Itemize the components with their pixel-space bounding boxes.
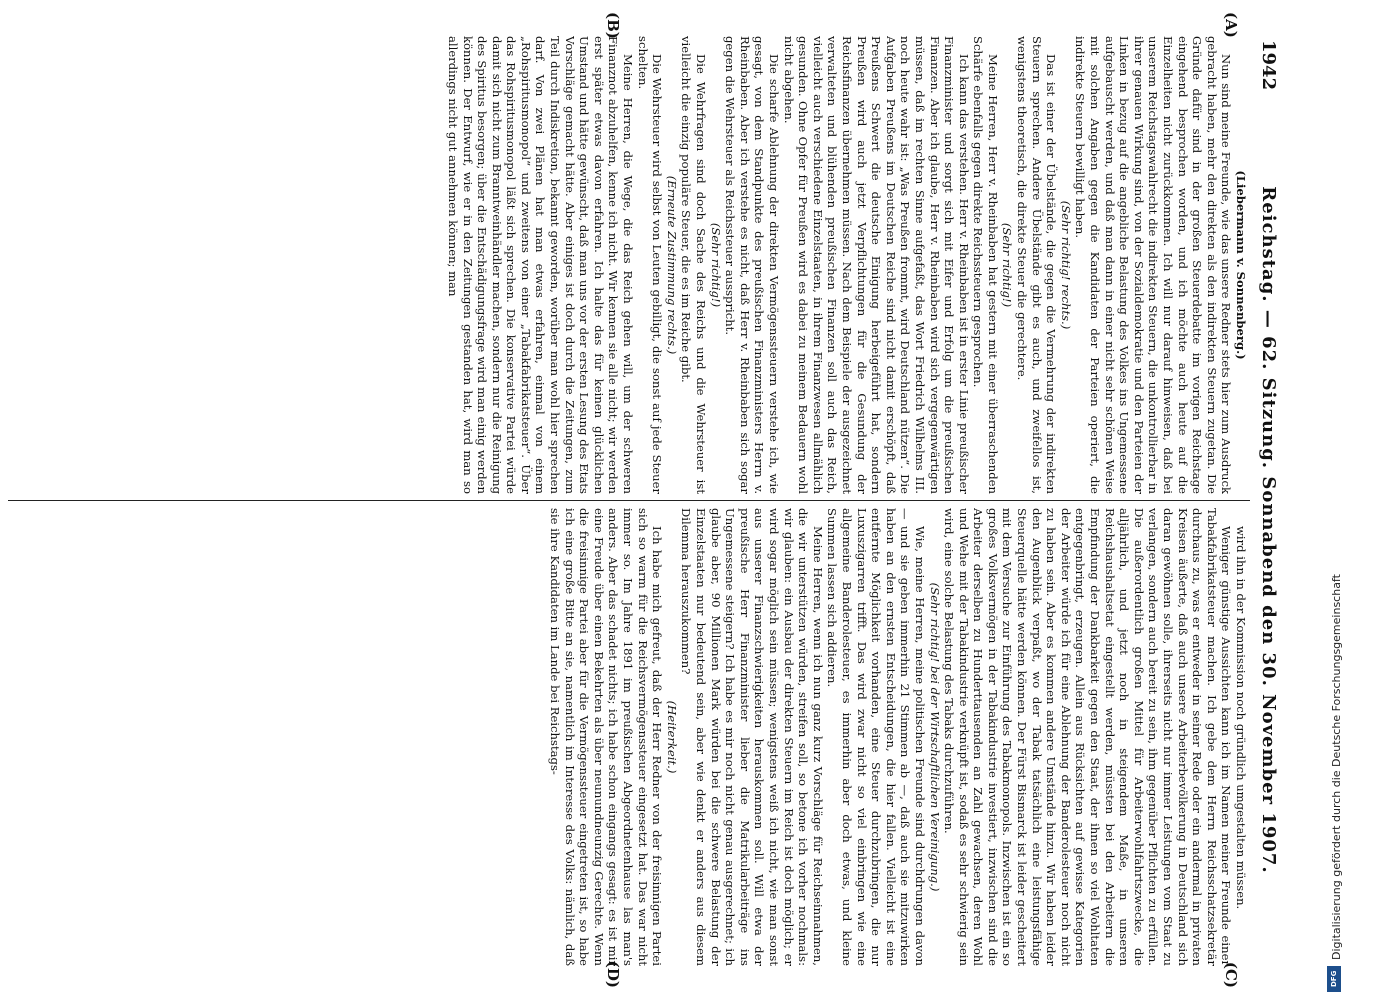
section-marker-a: (A) — [1222, 12, 1240, 38]
interjection: (Heiterkeit.) — [664, 700, 679, 774]
paragraph: Meine Herren, Herr v. Rheinbaben hat gestern mit einer überraschenden Schärfe ebenfalls gegen direkte Reichssteuern gesprochen. — [971, 36, 1000, 494]
interjection: (Sehr richtig! rechts.) — [1058, 200, 1073, 330]
left-column — [8, 36, 1248, 494]
column-divider — [8, 500, 1250, 501]
paragraph: Wie, meine Herren, meine politischen Freunde sind durchdrungen davon — und sie geben immerhin 21 Stimmen ab —, daß auch sie mitzuwirken haben an den ernsten Entscheidungen, die hier fallen. Vielleicht ist eine entfernte Möglichkeit vorhanden, eine Steuer durchzubringen, die nur Luxuszigarren trifft. Das wird zwar nicht so viel einbringen wie eine allgemeine Banderolesteuer, es immerhin aber doch etwas, und kleine Summen lassen sich addieren. — [825, 508, 927, 966]
running-head: Reichstag. — 62. Sitzung. Sonnabend den 30. November 1907. — [1258, 186, 1280, 874]
speaker-name: (Liebermann v. Sonnenberg.) — [1234, 170, 1248, 360]
section-marker-d: (D) — [604, 960, 622, 988]
paragraph: Weniger günstige Aussichten kann ich im Namen meiner Freunde einer Tabakfabrikatsteuer machen. Ich gebe dem Herrn Reichsschatzsekretär durchaus zu, was er entweder in seiner Rede oder ein andermal in privaten Kreisen äußerte, daß auch unsere Arbeiterbevölkerung in Deutschland sich daran gewöhnen solle, ihrerseits nicht nur immer Leistungen vom Staat zu verlangen, sondern auch bereit zu sein, ihm gegenüber Pflichten zu erfüllen. Die außerordentlich großen Mittel für Arbeiterwohlfahrtszwecke, die alljährlich, und jetzt noch in steigendem Maße, in unseren Reichshaushaltsetat eingestellt werden, müssten bei den Arbeitern die Empfindung der Dankbarkeit gegen den Staat, der ihnen so viel Wohltaten entgegenbringt, erzeugen. Allein aus Rücksichten auf gewisse Kategorien der Arbeiter würde ich für eine Ablehnung der Banderolesteuer noch nicht zu haben sein. Aber es kommen andere Umstände hinzu. Wir haben leider den Augenblick verpaßt, wo der Tabak tatsächlich eine leistungsfähige Steuerquelle hätte werden können. Der Fürst Bismarck ist leider gescheitert mit dem Versuche zur Einführung des Tabakmonopols. Inzwischen ist ein so großes Volksvermögen in der Tabakindustrie investiert, inzwischen sind die Arbeiter derselben zu Hunderttausenden an Zahl gewachsen, deren Wohl und Wehe mit der Tabakindustrie verknüpft ist, sodaß es sehr schwierig sein wird, eine solche Belastung des Tabaks durchzuführen. — [942, 508, 1234, 966]
right-column — [8, 508, 1248, 966]
interjection: (Sehr richtig!) — [708, 222, 723, 308]
paragraph: Meine Herren, wenn ich nun ganz kurz Vorschläge für Reichseinnahmen, die wir unterstützen würden, streifen soll, so betone ich vorher nochmals: wir glauben: ein Ausbau der direkten Steuern im Reich ist doch möglich; er wird sogar möglich sein müssen; wenigstens weiß ich nicht, wie man sonst aus unserer Finanzschwierigkeiten herauskommen soll. Will etwa der preußische Herr Finanzminister lieber die Matrikularbeiträge ins Ungemessene steigern? Ich habe es mir noch nicht genau ausgerechnet; ich glaube aber, 90 Millionen Mark würden bei die schwere Belastung der Einzelstaaten nur bedeutend sein, aber wie denkt er anders aus diesem Dilemma herauszukommen? — [679, 508, 825, 966]
page-header — [1256, 40, 1282, 960]
paragraph: Die Wehrfragen sind doch Sache des Reichs und die Wehrsteuer ist vielleicht die einzig populäre Steuer, die es im Reiche gibt. — [679, 36, 709, 494]
funding-credit: Digitalisierung gefördert durch die Deutsche Forschungsgemeinschaft — [1330, 574, 1343, 960]
section-marker-b: (B) — [604, 12, 622, 39]
interjection: (Sehr richtig! bei der Wirtschaftlichen Vereinigung.) — [927, 582, 942, 892]
paragraph: Meine Herren, die Wege, die das Reich gehen will, um der schweren Finanznot abzuhelfen, kenne ich nicht. Wir kennen sie alle nicht; wir werden erst später etwas davon erfahren. Ich halte das für keinen glücklichen Umstand und hätte gewünscht, daß man uns vor der ersten Lesung des Etats Vorschläge gemacht hätte. Aber einiges ist doch durch die Zeitungen, zum Teil durch Indiskretion, bekannt geworden, worüber man wohl hier sprechen darf. Von zwei Plänen hat man etwas erfahren, einmal von einem „Rohspiritusmonopol“ und zweitens von einer „Tabakfabrikatsteuer“. Über das Rohspiritusmonopol läßt sich sprechen. Die konservative Partei würde damit sich nicht zum Branntweinhändler machen, sondern nur die Reinigung des Spiritus besorgen; über die Entschädigungsfrage wird man einig werden können. Der Entwurf, wie er in den Zeitungen gestanden hat, wird man so allerdings nicht gut annehmen können; man — [445, 36, 636, 494]
paragraph: Die scharfe Ablehnung der direkten Vermögenssteuern verstehe ich, wie gesagt, von dem Standpunkte des preußischen Finanzministers Herrn v. Rheinbaben. Aber ich verstehe es nicht, daß Herr v. Rheinbaben sich sogar gegen die Wehrsteuer als Reichssteuer ausspricht. — [723, 36, 781, 494]
page-number: 1942 — [1258, 40, 1280, 91]
paragraph: Ich kann das verstehen. Herr v. Rheinbaben ist in erster Linie preußischer Finanzminister und sorgt sich mit Eifer und Erfolg um die preußischen Finanzen. Aber ich glaube, Herr v. Rheinbaben wird sich vergegenwärtigen müssen, daß im rechten Sinne aufgefaßt, das Wort Friedrich Wilhelms III. noch heute wahr ist: „Was Preußen frommt, wird Deutschland nützen“. Die Aufgaben Preußens im Deutschen Reiche sind nicht damit erschöpft, daß Preußens Schwert die deutsche Einigung herbeigeführt hat, sondern Preußen wird auch jetzt Verpflichtungen für die Gesundung der Reichsfinanzen übernehmen müssen. Nach dem Beispiele der ausgezeichnet verwalteten und blühenden preußischen Finanzen soll auch das Reich, vielleicht auch verschiedene Einzelstaaten, in ihrem Finanzwesen allmählich gesunden. Ohne Opfer für Preußen wird es dabei zu meinem Bedauern wohl nicht abgehen. — [781, 36, 971, 494]
interjection: (Erneute Zustimmung rechts.) — [664, 175, 679, 355]
paragraph: wird ihn in der Kommission noch gründlich umgestalten müssen. — [1234, 526, 1248, 910]
section-marker-c: (C) — [1222, 961, 1240, 988]
paragraph: Das ist einer der Übelstände, die gegen die Vermehrung der indirekten Steuern sprechen. Andere Übelstände gibt es auch, und zweifellos ist, wenigstens theoretisch, die direkte Steuer die gerechtere. — [1015, 36, 1059, 494]
paragraph: Nun sind meine Freunde, wie das unsere Redner stets hier zum Ausdruck gebracht haben, mehr den direkten als den indirekten Steuern zugetan. Die Gründe dafür sind in der großen Steuerdebatte im vorigen Reichstage eingehend besprochen worden, und ich möchte auch heute auf die Einzelheiten nicht zurückkommen. Ich will nur darauf hinweisen, daß bei unserem Reichstagswahlrecht die indirekten Steuern, die unkontrollierbar in ihrer genauen Wirkung sind, von der Sozialdemokratie und den Parteien der Linken in bezug auf die angebliche Belastung des Volkes ins Ungemessene aufgebauscht werden, und daß man dann in einer nicht sehr schönen Weise mit solchen Angaben gegen die Kandidaten der Parteien operiert, die indirekte Steuern bewilligt haben. — [1073, 36, 1234, 494]
paragraph: Die Wehrsteuer wird selbst von Leuten gebilligt, die sonst auf jede Steuer schelten. — [635, 36, 665, 494]
paragraph: Ich habe mich gefreut, daß der Herr Redner von der freisinnigen Partei sich so warm für die Reichsvermögenssteuer eingesetzt hat. Das war nicht immer so. Im Jahre 1891 im preußischen Abgeordnetenhause las man's anders. Aber das schadet nichts; ich habe schon eingangs gesagt: es ist mir eine Freude über einen Bekehrten als über neunundneunzig Gerechte. Wenn die freisinnige Partei aber für die Vermögenssteuer eingetreten ist, so habe ich eine große Bitte an sie, namentlich im Interesse des Volks: nämlich, daß sie ihre Kandidaten im Lande bei Reichstags- — [548, 508, 665, 966]
dfg-logo: DFG — [1327, 966, 1341, 992]
interjection: (Sehr richtig!) — [1000, 222, 1015, 308]
